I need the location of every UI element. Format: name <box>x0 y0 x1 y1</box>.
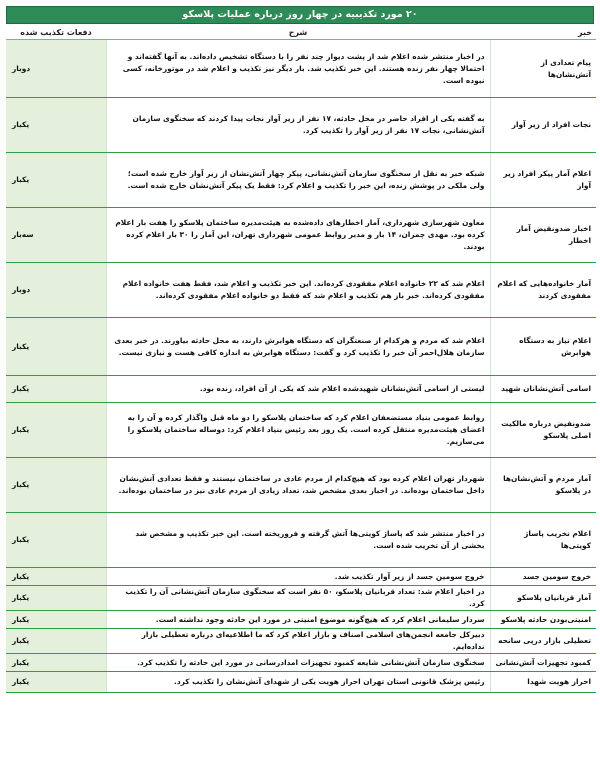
row-denial-count: یکبار <box>6 629 106 654</box>
header-description: شرح <box>106 25 490 40</box>
row-news: اخبار ضدونقیض آمار اخطار <box>490 208 596 263</box>
row-description: لیستی از اسامی آتش‌نشانان شهیدشده اعلام شد که یکی از آن افراد، زنده بود. <box>106 376 490 403</box>
table-row <box>6 40 596 98</box>
row-denial-count: یکبار <box>6 654 106 672</box>
row-description: شبکه خبر به نقل از سخنگوی سازمان آتش‌نشانی، پیکر چهار آتش‌نشان از زیر آوار خارج شده است؛ ولی ملکی در پوشش زنده، این خبر را تکذیب و اعلام کرد: فقط یک پیکر آتش‌نشان خارج شده است. <box>106 153 490 208</box>
row-news: ضدونقیض درباره مالکیت اصلی پلاسکو <box>490 403 596 458</box>
table-row <box>6 263 596 318</box>
table-row <box>6 208 596 263</box>
row-description: سردار سلیمانی اعلام کرد که هیچ‌گونه موضوع امنیتی در مورد این حادثه وجود نداشته است. <box>106 611 490 629</box>
row-denial-count: یکبار <box>6 376 106 403</box>
row-news: امنیتی‌بودن حادثه پلاسکو <box>490 611 596 629</box>
row-description: به گفته یکی از افراد حاضر در محل حادثه، ۱۷ نفر از زیر آوار نجات پیدا کردند که سخنگوی سازمان آتش‌نشانی، نجات ۱۷ نفر از زیر آوار را تکذیب کرد. <box>106 98 490 153</box>
table-row <box>6 513 596 568</box>
row-denial-count: یکبار <box>6 672 106 693</box>
row-description: رئیس پزشک قانونی استان تهران احراز هویت یکی از شهدای آتش‌نشان را تکذیب کرد. <box>106 672 490 693</box>
table-row <box>6 672 596 693</box>
row-description: سخنگوی سازمان آتش‌نشانی شایعه کمبود تجهیزات امدادرسانی در مورد این حادثه را تکذیب کرد. <box>106 654 490 672</box>
row-news: اسامی آتش‌نشانان شهید <box>490 376 596 403</box>
row-description: دبیرکل جامعه انجمن‌های اسلامی اصناف و بازار اعلام کرد که ما اطلاعیه‌ای درباره تعطیلی بازار نداده‌ایم. <box>106 629 490 654</box>
header-denial-count: دفعات تکذیب شده <box>6 25 106 40</box>
row-description: معاون شهرسازی شهرداری، آمار اخطارهای داده‌شده به هیئت‌مدیره ساختمان پلاسکو را هفت بار اعلام کرده بود. مهدی چمران، ۱۴ بار و مدیر روابط عمومی شهرداری تهران، این آمار را ۳۰ بار اعلام کرده بودند. <box>106 208 490 263</box>
row-denial-count: یکبار <box>6 403 106 458</box>
table-row <box>6 458 596 513</box>
row-denial-count: یکبار <box>6 586 106 611</box>
table-row <box>6 568 596 586</box>
row-news: آمار قربانیان پلاسکو <box>490 586 596 611</box>
row-news: آمار مردم و آتش‌نشان‌ها در پلاسکو <box>490 458 596 513</box>
row-denial-count: یکبار <box>6 318 106 376</box>
row-news: تعطیلی بازار درپی سانحه <box>490 629 596 654</box>
table-row <box>6 586 596 611</box>
row-denial-count: یکبار <box>6 153 106 208</box>
row-news: اعلام آمار پیکر افراد زیر آوار <box>490 153 596 208</box>
row-news: احراز هویت شهدا <box>490 672 596 693</box>
row-description: روابط عمومی بنیاد مستضعفان اعلام کرد که ساختمان پلاسکو را دو ماه قبل واگذار کرده و آن را به اعضای هیئت‌مدیره منتقل کرده است. یک روز بعد رئیس بنیاد اعلام کرد: دوساله ساختمان پلاسکو را می‌سازیم. <box>106 403 490 458</box>
row-denial-count: یکبار <box>6 568 106 586</box>
header-row <box>6 25 596 40</box>
row-denial-count: دوبار <box>6 40 106 98</box>
table-row <box>6 611 596 629</box>
row-news: کمبود تجهیزات آتش‌نشانی <box>490 654 596 672</box>
row-denial-count: سه‌بار <box>6 208 106 263</box>
table-title: ۲۰ مورد تکذیبیه در چهار روز درباره عملیات پلاسکو <box>6 6 594 24</box>
row-denial-count: یکبار <box>6 513 106 568</box>
row-description: خروج سومین جسد از زیر آوار تکذیب شد. <box>106 568 490 586</box>
row-description: اعلام شد که ۲۲ خانواده اعلام مفقودی کرده‌اند. این خبر تکذیب و اعلام شد، فقط هفت خانواده اعلام مفقودی کرده‌اند. خبر باز هم تکذیب و اعلام شد که فقط دو خانواده اعلام مفقودی کرده‌اند. <box>106 263 490 318</box>
row-denial-count: یکبار <box>6 458 106 513</box>
row-description: اعلام شد که مردم و هرکدام از صنعتگران که دستگاه هوابرش دارند، به محل حادثه بیاورند. در خبر بعدی سازمان هلال‌احمر آن خبر را تکذیب کرد و گفت: دستگاه هوابرش به اندازه کافی هست و نیازی نیست. <box>106 318 490 376</box>
row-description: در اخبار منتشر شده اعلام شد از پشت دیوار چند نفر را با دستگاه تشخیص داده‌اند. به آنها گفته‌اند و احتمالا چهار نفر زنده هستند. این خبر تکذیب شد. بار دیگر نیز تکذیب و اعلام شد در موتورخانه، کسی نبوده است. <box>106 40 490 98</box>
row-denial-count: یکبار <box>6 98 106 153</box>
row-denial-count: یکبار <box>6 611 106 629</box>
row-news: خروج سومین جسد <box>490 568 596 586</box>
table-row <box>6 153 596 208</box>
row-news: نجات افراد از زیر آوار <box>490 98 596 153</box>
row-denial-count: دوبار <box>6 263 106 318</box>
table-row <box>6 629 596 654</box>
table-row <box>6 403 596 458</box>
table-row <box>6 318 596 376</box>
row-news: آمار خانواده‌هایی که اعلام مفقودی کردند <box>490 263 596 318</box>
table-row <box>6 98 596 153</box>
row-news: اعلام تخریب پاساژ کویتی‌ها <box>490 513 596 568</box>
row-description: شهردار تهران اعلام کرده بود که هیچ‌کدام از مردم عادی در ساختمان نیستند و فقط تعدادی آتش‌نشان داخل ساختمان بوده‌اند. در اخبار بعدی مشخص شد، تعداد زیادی از مردم عادی نیز در ساختمان بوده‌اند. <box>106 458 490 513</box>
row-news: اعلام نیاز به دستگاه هوابرش <box>490 318 596 376</box>
denials-table <box>6 25 596 693</box>
table-row <box>6 654 596 672</box>
header-news: خبر <box>490 25 596 40</box>
table-row <box>6 376 596 403</box>
row-description: در اخبار منتشر شد که پاساژ کویتی‌ها آتش گرفته و فروریخته است. این خبر تکذیب و مشخص شد بخشی از آن تخریب شده است. <box>106 513 490 568</box>
row-description: در اخبار اعلام شد: تعداد قربانیان پلاسکو، ۵۰ نفر است که سخنگوی سازمان آتش‌نشانی آن را تکذیب کرد. <box>106 586 490 611</box>
row-news: پیام تعدادی از آتش‌نشان‌ها <box>490 40 596 98</box>
